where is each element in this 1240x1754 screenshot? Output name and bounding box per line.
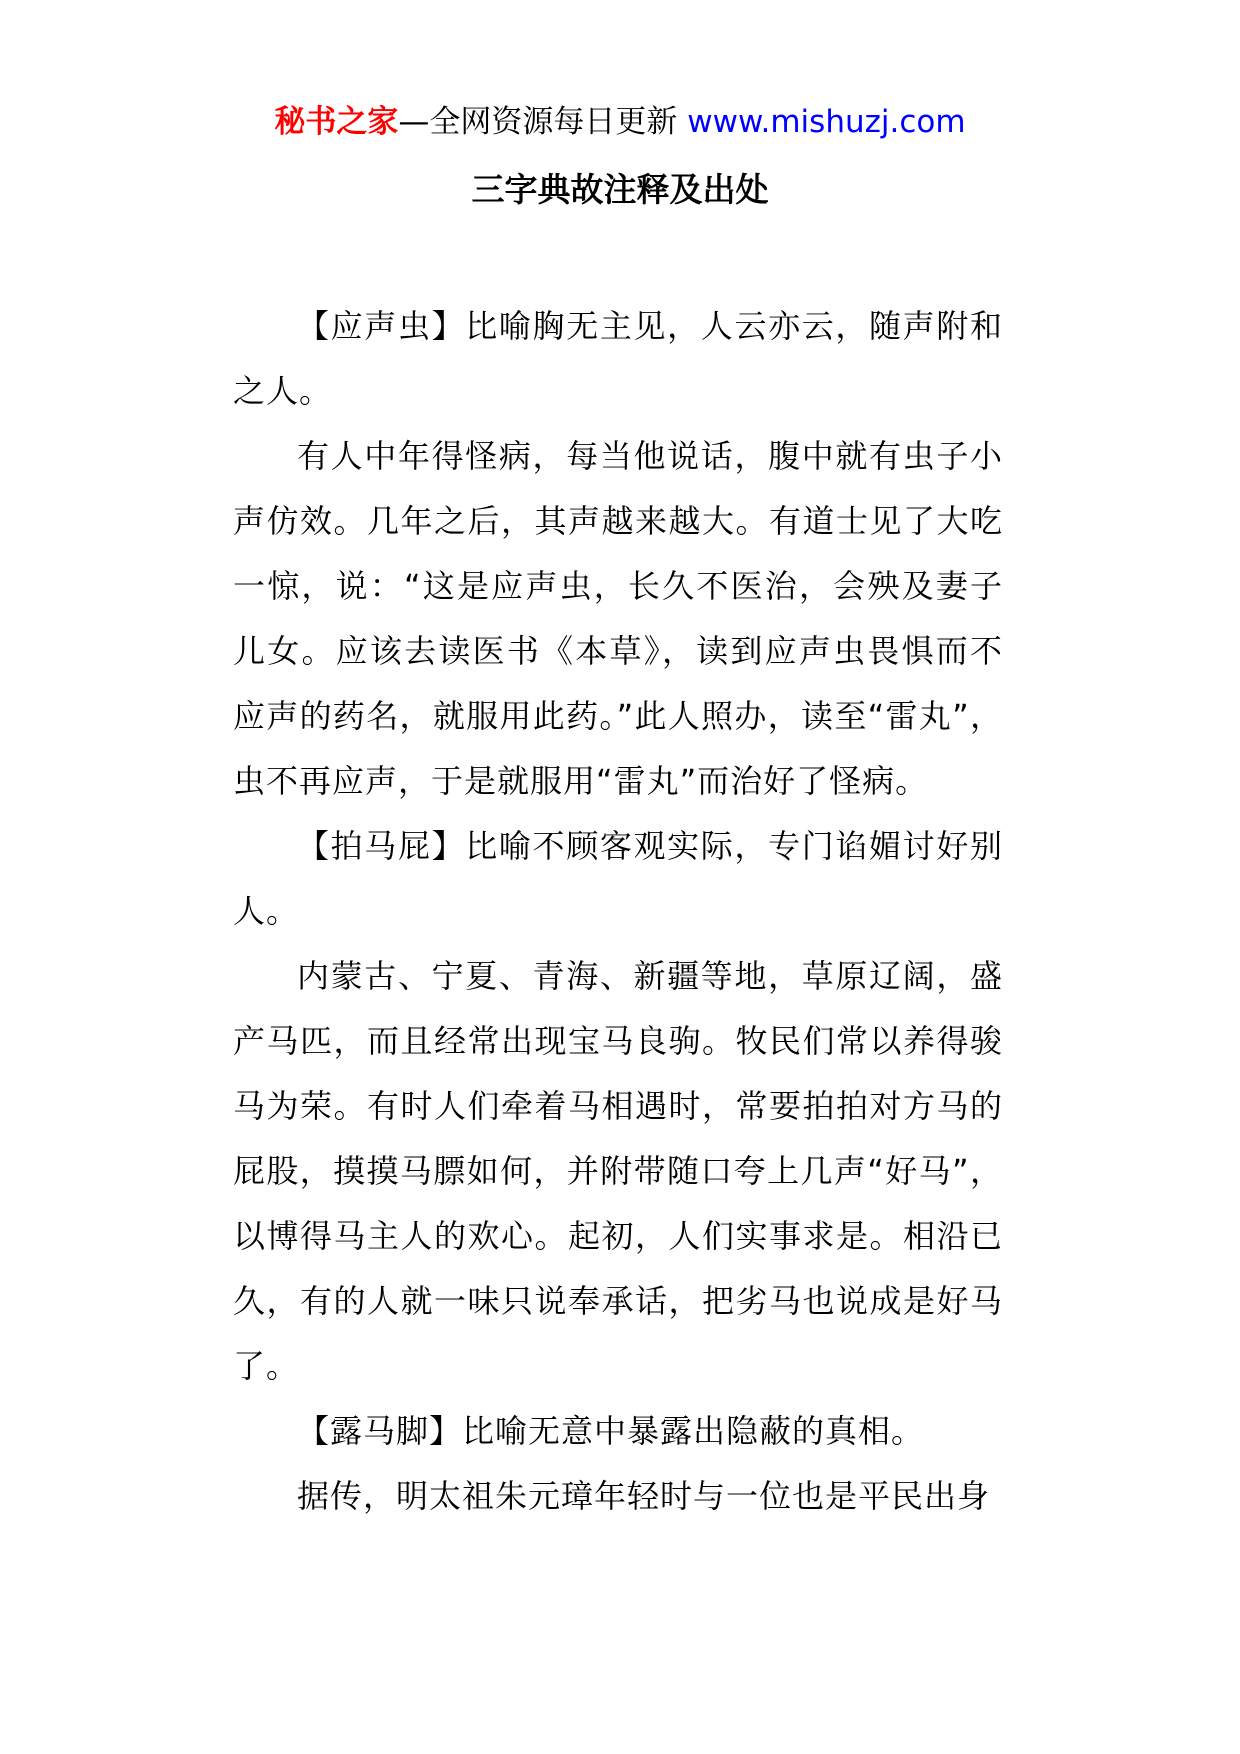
paragraph-term-lumajiao: 【露马脚】比喻无意中暴露出隐蔽的真相。 [297,1412,925,1450]
document-title: 三字典故注释及出处 [471,170,769,209]
paragraph-story-lumajiao: 据传，明太祖朱元璋年轻时与一位也是平民出身 [297,1477,991,1515]
header-tagline: —全网资源每日更新 [398,104,688,140]
paragraph-story-paimapi: 内蒙古、宁夏、青海、新疆等地，草原辽阔，盛产马匹，而且经常出现宝马良驹。牧民们常以养得骏马为荣。有时人们牵着马相遇时，常要拍拍对方马的屁股，摸摸马膘如何，并附带随口夸上几声“好马”，以博得马主人的欢心。起初，人们实事求是。相沿已久，有的人就一味只说奉承话，把劣马也说成是好马了。 [233,957,1003,1385]
paragraph-term-paimapi: 【拍马屁】比喻不顾客观实际，专门谄媚讨好别人。 [233,827,1003,930]
site-header [0,100,1240,144]
brand-name: 秘书之家 [274,104,399,140]
document-body [233,294,1003,1529]
paragraph-story-yingshengchong: 有人中年得怪病，每当他说话，腹中就有虫子小声仿效。几年之后，其声越来越大。有道士见了大吃一惊，说：“这是应声虫，长久不医治，会殃及妻子儿女。应该去读医书《本草》，读到应声虫畏惧而不应声的药名，就服用此药。”此人照办，读至“雷丸”，虫不再应声，于是就服用“雷丸”而治好了怪病。 [233,437,1003,800]
site-url-link[interactable]: www.mishuzj.com [687,104,966,140]
paragraph-term-yingshengchong: 【应声虫】比喻胸无主见，人云亦云，随声附和之人。 [233,307,1003,410]
